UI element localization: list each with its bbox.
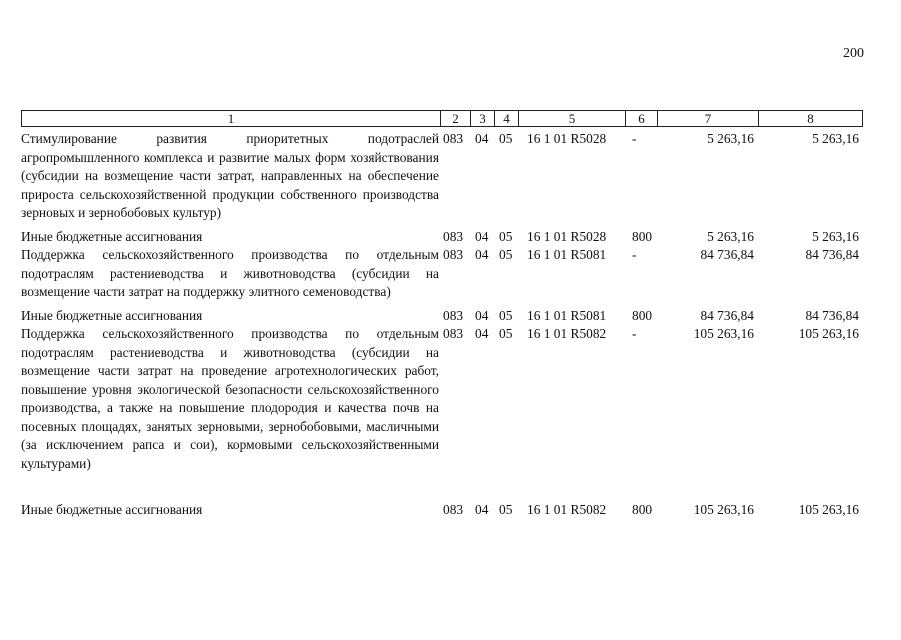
row-section: 04 bbox=[475, 131, 489, 146]
row-name: Иные бюджетные ассигнования bbox=[21, 307, 203, 323]
row-target: 16 1 01 R5081 bbox=[527, 247, 607, 262]
row-name: Стимулирование развития приоритетных подотраслей агропромышленного комплекса и развитие малых форм хозяйствования (субсидии на возмещение части затрат, направленных на обеспечение прироста сельскохозяйственной продукции собственного производства зерновых и зернобобовых культур) bbox=[21, 131, 439, 220]
row-sum-1: 105 263,16 bbox=[693, 502, 754, 517]
row-section: 04 bbox=[475, 502, 489, 517]
table-row bbox=[21, 325, 863, 473]
table-header bbox=[21, 110, 863, 127]
row-type: - bbox=[632, 326, 637, 341]
table-row bbox=[21, 501, 863, 520]
row-type: 800 bbox=[632, 502, 653, 517]
row-subsection: 05 bbox=[499, 502, 513, 517]
row-section: 04 bbox=[475, 307, 489, 323]
row-sum-1: 5 263,16 bbox=[707, 228, 754, 244]
row-target: 16 1 01 R5028 bbox=[527, 131, 607, 146]
table-row bbox=[21, 246, 863, 302]
row-type: - bbox=[632, 131, 637, 146]
page-number: 200 bbox=[843, 46, 864, 61]
row-sum-1: 84 736,84 bbox=[700, 247, 754, 262]
row-target: 16 1 01 R5081 bbox=[527, 307, 607, 323]
row-sum-2: 105 263,16 bbox=[798, 502, 859, 517]
row-ministry: 083 bbox=[443, 228, 464, 244]
row-target: 16 1 01 R5028 bbox=[527, 228, 607, 244]
header-col-7: 7 bbox=[658, 111, 759, 126]
header-col-3: 3 bbox=[471, 111, 495, 126]
row-sum-2: 105 263,16 bbox=[798, 326, 859, 341]
row-sum-1: 105 263,16 bbox=[693, 326, 754, 341]
row-name: Поддержка сельскохозяйственного производства по отдельным подотраслям растениеводства и животноводства (субсидии на возмещение части затрат на проведение агротехнологических работ, повышение уровня экологической безопасности сельскохозяйственного производства, а также на повышение плодородия и качества почв на посевных площадях, занятых зерновыми, зернобобовыми, масличными (за исключением рапса и сои), кормовыми сельскохозяйственными культурами) bbox=[21, 326, 439, 471]
row-ministry: 083 bbox=[443, 247, 464, 262]
row-type: 800 bbox=[632, 228, 653, 244]
row-sum-2: 84 736,84 bbox=[805, 247, 859, 262]
table-row bbox=[21, 228, 863, 247]
header-col-1: 1 bbox=[22, 111, 441, 126]
row-subsection: 05 bbox=[499, 326, 513, 341]
row-ministry: 083 bbox=[443, 131, 464, 146]
row-subsection: 05 bbox=[499, 131, 513, 146]
row-subsection: 05 bbox=[499, 228, 513, 244]
row-sum-2: 5 263,16 bbox=[812, 131, 859, 146]
row-name: Иные бюджетные ассигнования bbox=[21, 502, 203, 517]
table-row bbox=[21, 307, 863, 326]
header-col-5: 5 bbox=[519, 111, 626, 126]
row-subsection: 05 bbox=[499, 307, 513, 323]
row-section: 04 bbox=[475, 326, 489, 341]
table-row bbox=[21, 130, 863, 223]
row-ministry: 083 bbox=[443, 326, 464, 341]
row-ministry: 083 bbox=[443, 307, 464, 323]
row-section: 04 bbox=[475, 228, 489, 244]
row-name: Иные бюджетные ассигнования bbox=[21, 228, 203, 244]
header-col-6: 6 bbox=[626, 111, 658, 126]
header-col-4: 4 bbox=[495, 111, 519, 126]
row-ministry: 083 bbox=[443, 502, 464, 517]
row-sum-1: 84 736,84 bbox=[700, 307, 754, 323]
row-type: 800 bbox=[632, 307, 653, 323]
row-section: 04 bbox=[475, 247, 489, 262]
row-type: - bbox=[632, 247, 637, 262]
row-subsection: 05 bbox=[499, 247, 513, 262]
header-col-8: 8 bbox=[807, 111, 814, 126]
row-sum-2: 84 736,84 bbox=[805, 307, 859, 323]
header-col-2: 2 bbox=[441, 111, 471, 126]
row-target: 16 1 01 R5082 bbox=[527, 502, 607, 517]
row-sum-2: 5 263,16 bbox=[812, 228, 859, 244]
table-body bbox=[21, 130, 863, 520]
row-target: 16 1 01 R5082 bbox=[527, 326, 607, 341]
row-name: Поддержка сельскохозяйственного производства по отдельным подотраслям растениеводства и животноводства (субсидии на возмещение части затрат на поддержку элитного семеноводства) bbox=[21, 247, 439, 299]
row-sum-1: 5 263,16 bbox=[707, 131, 754, 146]
